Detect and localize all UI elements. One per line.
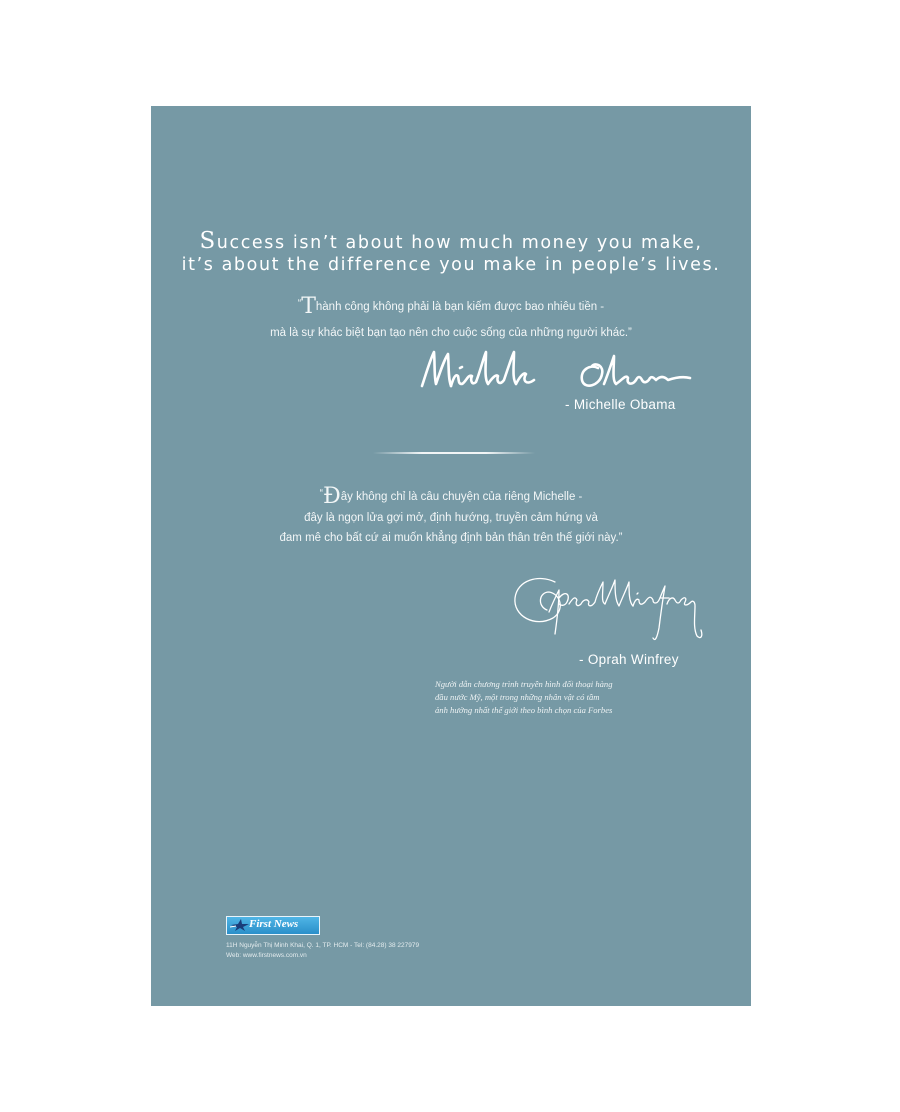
quote1-vi-line1-text: hành công không phải là bạn kiếm được bao nhiêu tiền -: [315, 301, 605, 313]
quote1-vietnamese-line2: mà là sự khác biệt bạn tạo nên cho cuộc sống của những người khác.”: [270, 327, 632, 339]
quote2-vietnamese-line2: đây là ngọn lửa gợi mở, định hướng, truyền cảm hứng và: [304, 512, 598, 524]
quote1-vietnamese-line1: [151, 294, 751, 317]
quote1-vi-dropcap: T: [301, 294, 316, 319]
quote2-vietnamese-line3: đam mê cho bất cứ ai muốn khẳng định bản thân trên thế giới này.”: [279, 532, 623, 544]
publisher-info: [226, 916, 419, 961]
star-logo-icon: [230, 918, 250, 932]
oprah-bio-line3: ảnh hưởng nhất thế giới theo bình chọn của Forbes: [435, 705, 613, 715]
logo-text: First News: [249, 918, 299, 930]
quote1-english-line2: it’s about the difference you make in people’s lives.: [181, 255, 721, 275]
oprah-bio-line1: Người dẫn chương trình truyền hình đối thoại hàng: [435, 679, 613, 689]
oprah-bio-line2: đầu nước Mỹ, một trong những nhân vật có tầm: [435, 692, 600, 702]
book-back-cover: [151, 106, 751, 1006]
oprah-winfrey-signature: [509, 572, 705, 656]
quote1-open-mark: “: [297, 298, 302, 309]
first-news-logo: [226, 916, 320, 935]
quote1-dropcap: S: [199, 228, 217, 254]
oprah-bio: [435, 678, 703, 717]
quote2-attribution: - Oprah Winfrey: [579, 652, 679, 667]
quote1-english-line1-text: uccess isn’t about how much money you make,: [216, 233, 703, 253]
quote2-vi-line1-text: ây không chỉ là câu chuyện của riêng Michelle -: [340, 491, 583, 503]
section-divider: [373, 452, 535, 454]
michelle-obama-signature: [416, 346, 696, 396]
quote2-open-mark: “: [319, 488, 323, 499]
publisher-address: 11H Nguyễn Thị Minh Khai, Q. 1, TP. HCM - Tel: (84.28) 38 227979: [226, 942, 420, 949]
quote1-attribution: - Michelle Obama: [565, 397, 676, 412]
publisher-website[interactable]: Web: www.firstnews.com.vn: [226, 952, 307, 959]
quote2-vi-dropcap: Đ: [322, 484, 341, 509]
quote2-vietnamese-line1: [151, 484, 751, 507]
